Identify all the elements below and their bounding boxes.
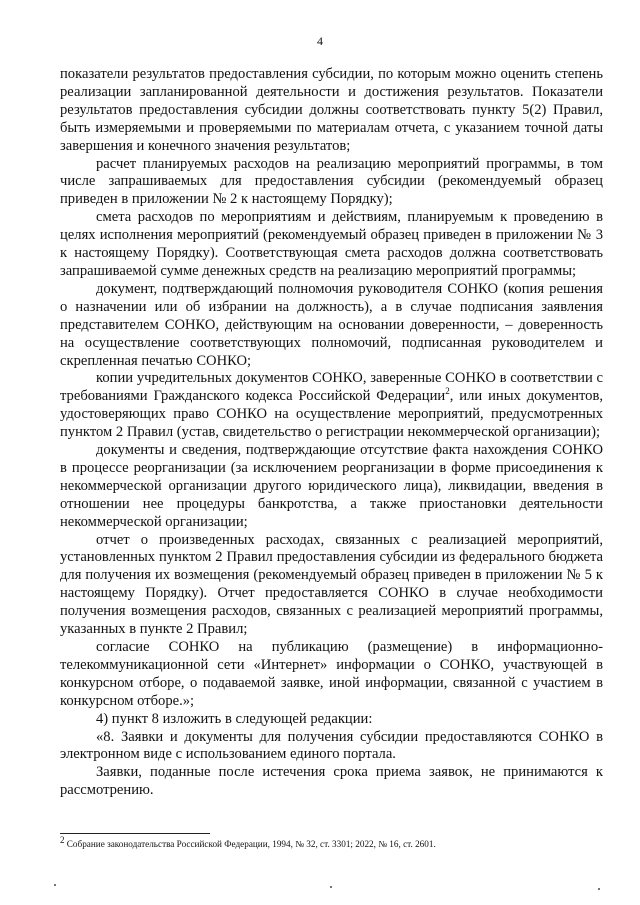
page-number: 4: [317, 34, 323, 48]
paragraph-authority-document: документ, подтверждающий полномочия руководителя СОНКО (копия решения о назначении или об избрании на должность), а в случае подписания заявления представителем СОНКО, действующим на основании доверенности, – доверенность на осуществление соответствующих полномочий, подписанная руководителем и скрепленная печатью СОНКО;: [60, 280, 603, 369]
footnote-mark: 2: [60, 834, 65, 845]
scan-speck: [598, 888, 600, 890]
footnote-reference: 2: [445, 386, 450, 397]
footnote: [60, 834, 605, 850]
scan-speck: [54, 884, 56, 886]
paragraph-late-applications: Заявки, поданные после истечения срока приема заявок, не принимаются к рассмотрению.: [60, 764, 603, 799]
paragraph-publication-consent: согласие СОНКО на публикацию (размещение) в информационно-телекоммуникационной сети «Интернет» информации о СОНКО, участвующей в конкурсном отборе, о подаваемой заявке, иной информации, связанной с участием в конкурсном отборе.»;: [60, 639, 603, 709]
paragraph-expense-calculation: расчет планируемых расходов на реализацию мероприятий программы, в том числе запрашиваемых для предоставления субсидии (рекомендуемый образец приведен в приложении № 2 к настоящему Порядку);: [60, 155, 603, 208]
body-text: [60, 66, 603, 800]
footnote-divider: [60, 833, 210, 834]
paragraph-amendment-item-4: 4) пункт 8 изложить в следующей редакции:: [96, 710, 373, 727]
paragraph-estimate: смета расходов по мероприятиям и действиям, планируемым к проведению в целях исполнения мероприятий (рекомендуемый образец приведен в приложении № 3 к настоящему Порядку). Соответствующая смета расходов должна соответствовать запрашиваемой сумме денежных средств на реализацию мероприятий программы;: [60, 209, 603, 279]
paragraph-expense-report: отчет о произведенных расходах, связанных с реализацией мероприятий, установленных пунктом 2 Правил предоставления субсидии из федерального бюджета для получения их возмещения (рекомендуемый образец приведен в приложении № 5 к настоящему Порядку). Отчет предоставляется СОНКО в случае необходимости получения возмещения расходов, связанных с реализацией мероприятий программы, указанных в пункте 2 Правил;: [60, 531, 603, 638]
paragraph-clause-8: «8. Заявки и документы для получения субсидии предоставляются СОНКО в электронном виде с использованием единого портала.: [60, 728, 603, 763]
footnote-text: Собрание законодательства Российской Федерации, 1994, № 32, ст. 3301; 2022, № 16, ст. 2601.: [64, 839, 436, 849]
paragraph-results: показатели результатов предоставления субсидии, по которым можно оценить степень реализации запланированной деятельности и достижения результатов. Показатели результатов предоставления субсидии должны соответствовать пункту 5(2) Правил, быть измеряемыми и проверяемыми по материалам отчета, с указанием точной даты завершения и конечного значения результатов;: [60, 66, 603, 154]
paragraph-founding-documents: копии учредительных документов СОНКО, заверенные СОНКО в соответствии с требованиями Гражданского кодекса Российской Федерации$^2$, или иных документов, удостоверяющих право СОНКО на осуществление мероприятий, предусмотренных пунктом 2 Правил (устав, свидетельство о регистрации некоммерческой организации);: [60, 370, 603, 441]
scan-speck: [330, 886, 332, 888]
paragraph-reorganization-absence: документы и сведения, подтверждающие отсутствие факта нахождения СОНКО в процессе реорганизации (за исключением реорганизации в форме присоединения к некоммерческой организации другого юридического лица), ликвидации, введения в отношении нее процедуры банкротства, а также приостановки деятельности некоммерческой организации;: [60, 442, 603, 530]
